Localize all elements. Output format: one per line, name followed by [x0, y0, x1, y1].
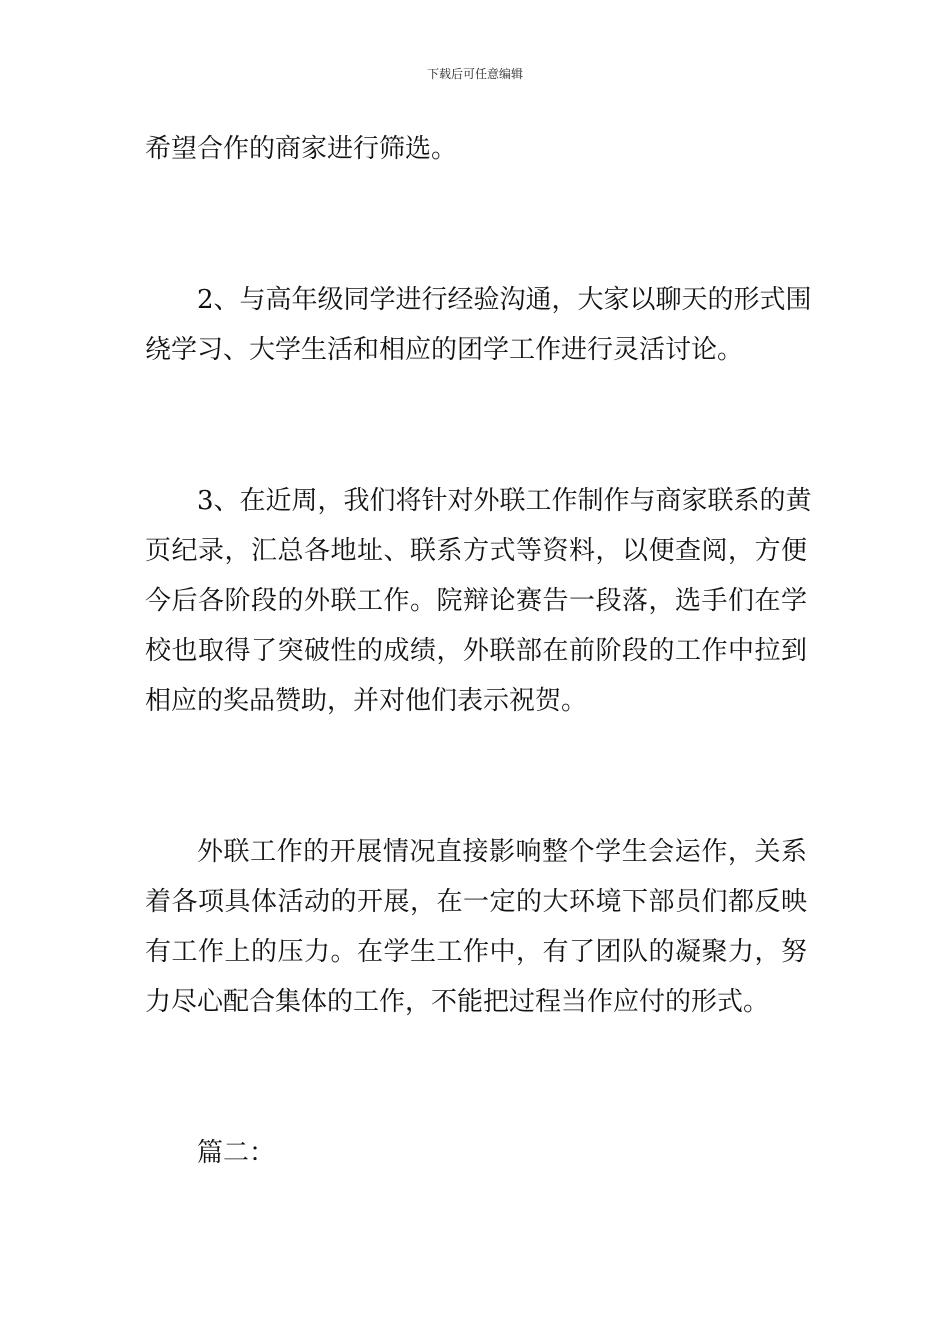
text-line: 3、在近周，我们将针对外联工作制作与商家联系的黄: [197, 486, 812, 516]
text-line: 力尽心配合集体的工作，不能把过程当作应付的形式。: [145, 987, 770, 1017]
paragraph-4: [145, 827, 807, 1027]
text-line: 校也取得了突破性的成绩，外联部在前阶段的工作中拉到: [145, 636, 807, 666]
text-line: 希望合作的商家进行筛选。: [145, 134, 458, 164]
text-line: 绕学习、大学生活和相应的团学工作进行灵活讨论。: [145, 335, 744, 365]
text-line: 今后各阶段的外联工作。院辩论赛告一段落，选手们在学: [145, 586, 807, 616]
paragraph-3: [145, 476, 812, 726]
text-line: 外联工作的开展情况直接影响整个学生会运作，关系: [197, 837, 807, 867]
text-line: 着各项具体活动的开展，在一定的大环境下部员们都反映: [145, 887, 807, 917]
document-body: [145, 124, 812, 1178]
section-heading: [145, 1128, 807, 1178]
paragraph-gap: [145, 726, 807, 827]
paragraph-1: [145, 124, 807, 174]
page-header-note: 下载后可任意编辑: [426, 67, 523, 81]
paragraph-gap: [145, 174, 807, 275]
paragraph-2: [145, 275, 812, 375]
text-line: 2、与高年级同学进行经验沟通，大家以聊天的形式围: [197, 285, 812, 315]
paragraph-gap: [145, 1027, 807, 1128]
section-title: 篇二：: [197, 1138, 276, 1168]
text-line: 有工作上的压力。在学生工作中，有了团队的凝聚力，努: [145, 937, 807, 967]
text-line: 相应的奖品赞助，并对他们表示祝贺。: [145, 686, 588, 716]
paragraph-gap: [145, 375, 807, 476]
text-line: 页纪录，汇总各地址、联系方式等资料，以便查阅，方便: [145, 536, 807, 566]
